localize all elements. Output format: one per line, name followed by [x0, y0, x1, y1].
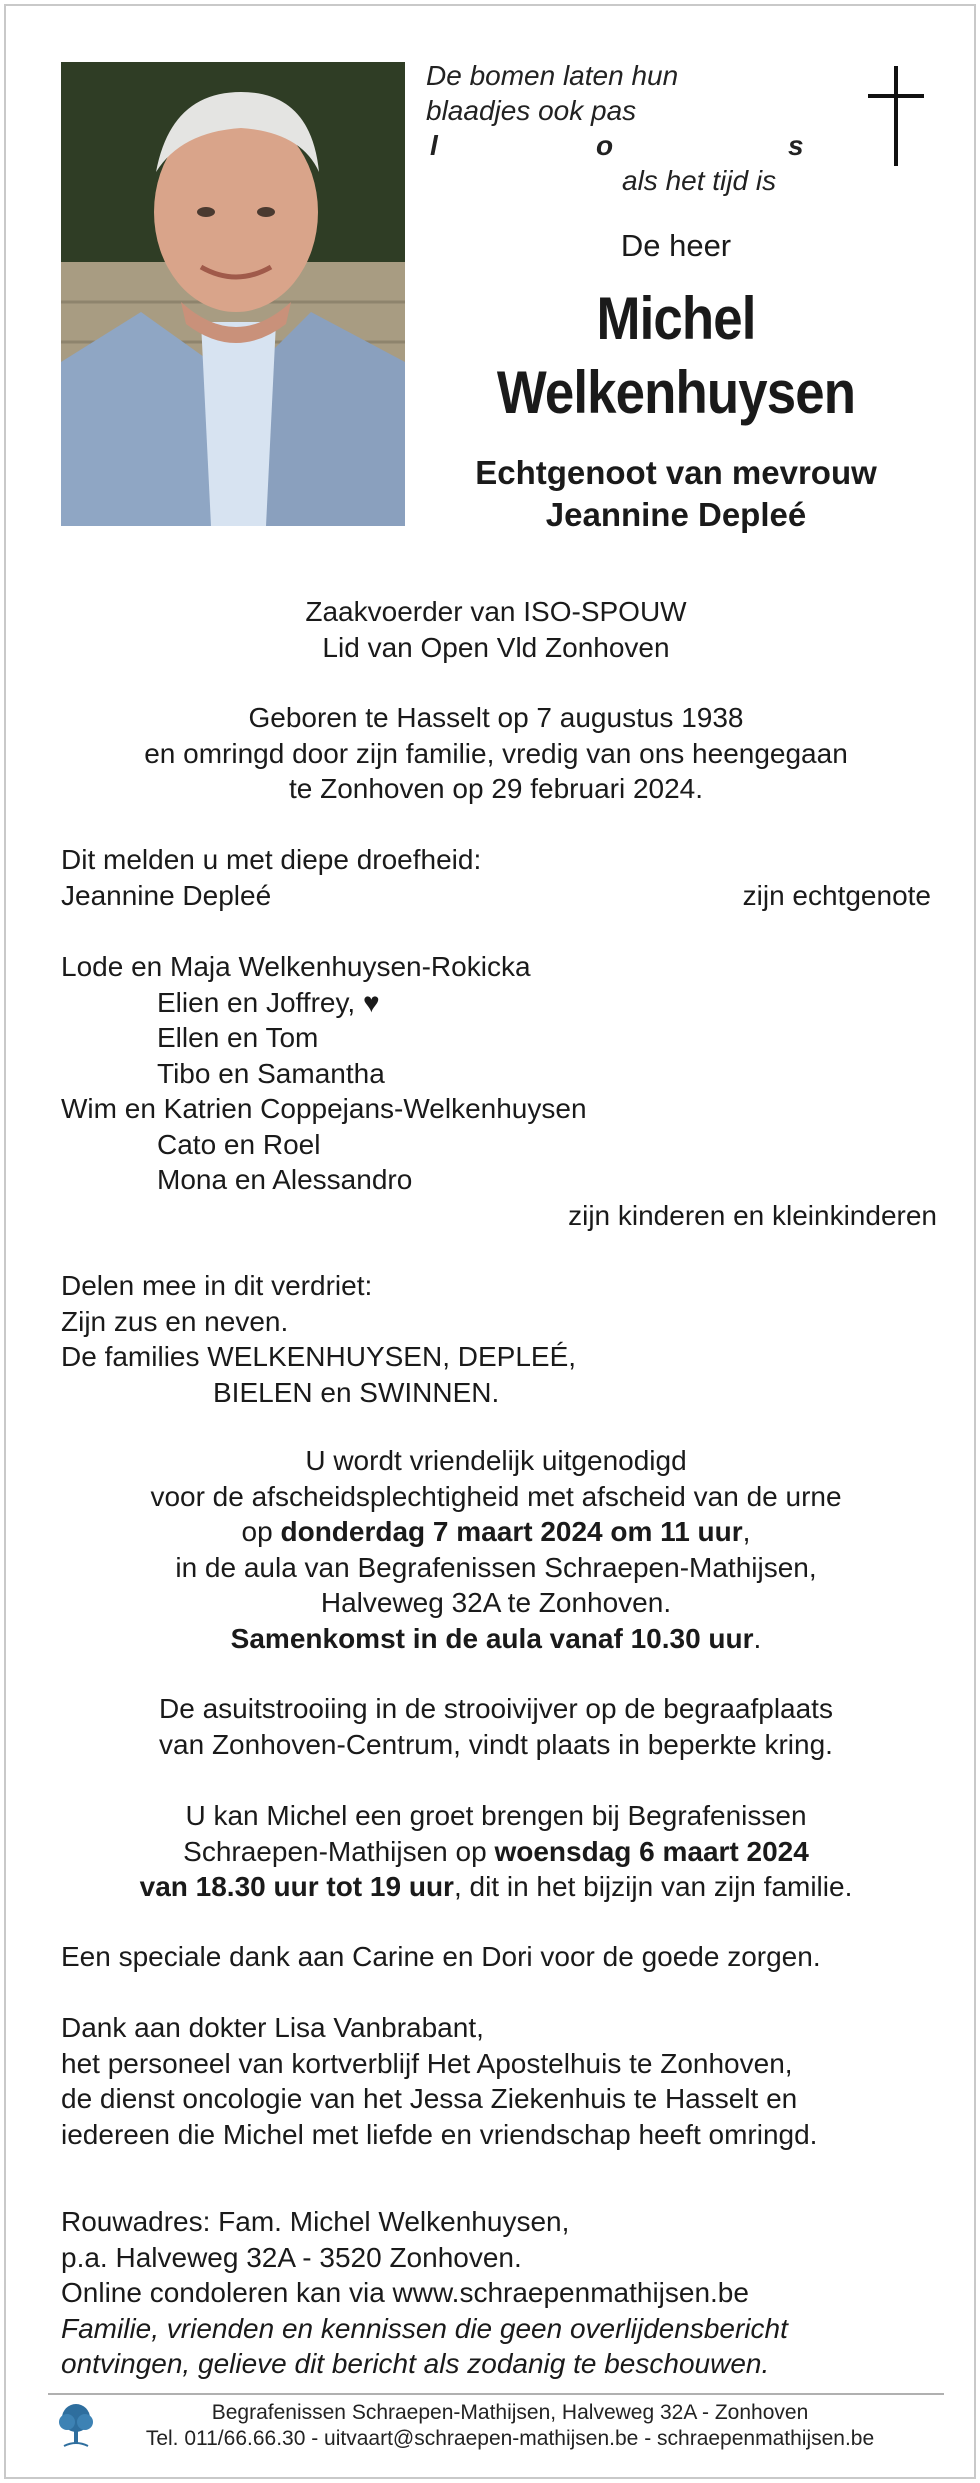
tree-icon — [56, 2402, 96, 2448]
ceremony-line — [61, 1621, 931, 1657]
sharing-line: Delen mee in dit verdriet: — [61, 1270, 373, 1301]
ceremony-line: Halveweg 32A te Zonhoven. — [320, 1587, 672, 1618]
announce-intro: Dit melden u met diepe droefheid: — [61, 844, 482, 875]
family-role: zijn kinderen en kleinkinderen — [568, 1199, 937, 1231]
notice-line: Familie, vrienden en kennissen die geen overlijdensbericht — [61, 2312, 788, 2344]
family-line: Tibo en Samantha — [157, 1057, 385, 1089]
poem — [426, 58, 816, 198]
sharing-line: De families WELKENHUYSEN, DEPLEÉ, — [61, 1341, 577, 1372]
spouse-role: zijn echtgenote — [742, 879, 931, 911]
address-line: p.a. Halveweg 32A - 3520 Zonhoven. — [61, 2241, 522, 2273]
visit-info — [61, 1798, 931, 1905]
poem-letter: s — [788, 130, 804, 161]
funeral-home-footer — [100, 2400, 920, 2452]
ceremony-text: . — [753, 1622, 762, 1654]
family-line: Mona en Alessandro — [157, 1164, 413, 1195]
visit-line — [61, 1869, 931, 1905]
birth-line: en omringd door zijn familie, vredig van ons heengegaan — [144, 737, 848, 769]
family-line: Cato en Roel — [157, 1128, 321, 1160]
ceremony-line — [61, 1514, 931, 1550]
role-line: Zaakvoerder van ISO-SPOUW — [305, 596, 687, 627]
last-name: Welkenhuysen — [496, 359, 856, 426]
visit-text: Schraepen-Mathijsen op — [183, 1835, 495, 1867]
cross-icon — [868, 66, 924, 166]
poem-line: als het tijd is — [622, 165, 777, 196]
poem-line: blaadjes ook pas — [426, 95, 637, 126]
spouse-line: Jeannine Depleé — [545, 496, 807, 533]
gathering-time: Samenkomst in de aula vanaf 10.30 uur — [230, 1622, 754, 1654]
ceremony-line: U wordt vriendelijk uitgenodigd — [305, 1445, 687, 1476]
ashes-line: De asuitstrooiing in de strooivijver op de begraafplaats — [159, 1693, 833, 1724]
ashes-line: van Zonhoven-Centrum, vindt plaats in beperkte kring. — [159, 1728, 833, 1760]
visit-line — [61, 1834, 931, 1870]
visit-line: U kan Michel een groet brengen bij Begrafenissen — [185, 1800, 807, 1831]
thanks-line: de dienst oncologie van het Jessa Ziekenhuis te Hasselt en — [61, 2083, 798, 2114]
first-name: Michel — [596, 285, 756, 352]
sharing — [61, 1268, 931, 1410]
birth-info — [61, 700, 931, 807]
ceremony-text: op — [241, 1516, 281, 1547]
notice-line: ontvingen, gelieve dit bericht als zodanig te beschouwen. — [61, 2348, 770, 2379]
role-line: Lid van Open Vld Zonhoven — [322, 631, 670, 663]
address-line: Rouwadres: Fam. Michel Welkenhuysen, — [61, 2206, 570, 2237]
thanks-list — [61, 2010, 931, 2152]
roles — [61, 594, 931, 665]
family-line: Lode en Maja Welkenhuysen-Rokicka — [61, 951, 531, 982]
family-list — [61, 949, 937, 1233]
family-line: Ellen en Tom — [157, 1022, 319, 1053]
spouse-row — [61, 878, 931, 914]
announcement — [61, 842, 931, 913]
visit-date: woensdag 6 maart 2024 — [494, 1835, 809, 1867]
thanks-line: Dank aan dokter Lisa Vanbrabant, — [61, 2012, 484, 2043]
ashes-info — [61, 1691, 931, 1762]
obituary-card — [4, 4, 976, 2479]
poem-line-spaced — [426, 128, 816, 163]
ceremony-info — [61, 1443, 931, 1656]
footer-contact[interactable]: Tel. 011/66.66.30 - uitvaart@schraepen-mathijsen.be - schraepenmathijsen.be — [145, 2427, 875, 2450]
ceremony-line: in de aula van Begrafenissen Schraepen-Mathijsen, — [175, 1551, 817, 1583]
ceremony-line: voor de afscheidsplechtigheid met afscheid van de urne — [150, 1480, 842, 1512]
poem-line: De bomen laten hun — [426, 60, 679, 91]
ceremony-date: donderdag 7 maart 2024 om 11 uur — [280, 1516, 743, 1547]
spouse-info — [426, 452, 926, 536]
footer-divider — [48, 2393, 944, 2395]
spouse-line: Echtgenoot van mevrouw — [475, 454, 877, 491]
thanks-care: Een speciale dank aan Carine en Dori voor de goede zorgen. — [61, 1941, 821, 1972]
condolence-link[interactable]: Online condoleren kan via www.schraepenmathijsen.be — [61, 2277, 749, 2308]
family-line: Wim en Katrien Coppejans-Welkenhuysen — [61, 1093, 587, 1124]
visit-text: , dit in het bijzijn van zijn familie. — [453, 1871, 853, 1902]
birth-line: Geboren te Hasselt op 7 augustus 1938 — [248, 702, 744, 733]
poem-letter: l — [430, 130, 438, 161]
footer-address: Begrafenissen Schraepen-Mathijsen, Halveweg 32A - Zonhoven — [211, 2401, 809, 2424]
thanks-line: iedereen die Michel met liefde en vriendschap heeft omringd. — [61, 2118, 818, 2150]
spouse-name: Jeannine Depleé — [61, 879, 272, 911]
birth-line: te Zonhoven op 29 februari 2024. — [288, 773, 704, 804]
deceased-header — [426, 228, 926, 536]
poem-letter: o — [596, 130, 614, 161]
thanks-line: het personeel van kortverblijf Het Apostelhuis te Zonhoven, — [61, 2047, 793, 2079]
deceased-name — [456, 282, 896, 430]
family-line: Elien en Joffrey, ♥ — [157, 986, 380, 1018]
visit-time: van 18.30 uur tot 19 uur — [139, 1871, 454, 1902]
sharing-line: BIELEN en SWINNEN. — [213, 1376, 500, 1408]
sharing-line: Zijn zus en neven. — [61, 1305, 289, 1337]
portrait-photo — [61, 62, 405, 526]
mourning-address — [61, 2204, 931, 2382]
ceremony-text: , — [742, 1516, 751, 1547]
salutation: De heer — [620, 228, 732, 263]
